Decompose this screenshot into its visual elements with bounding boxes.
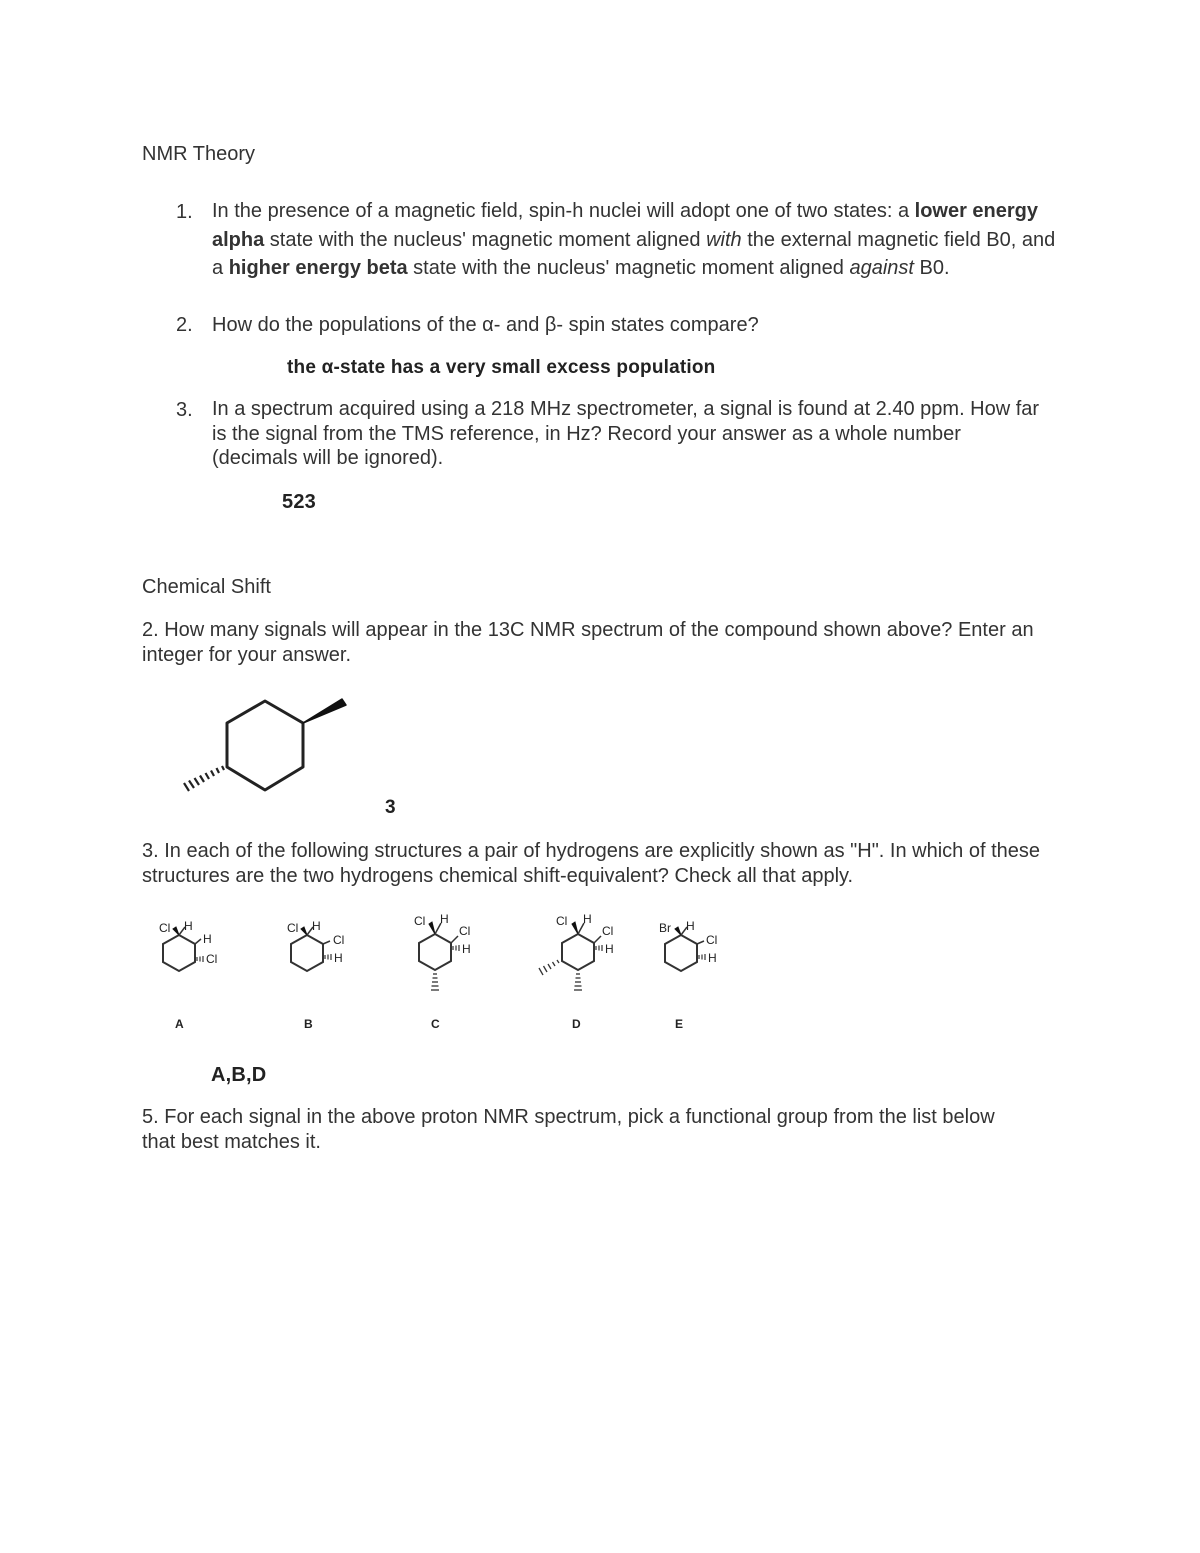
atom-label: Cl	[414, 914, 426, 928]
italic-term: with	[706, 228, 742, 251]
text-run: the external magnetic field B0, and a	[212, 228, 1056, 279]
text-run: B0.	[913, 257, 950, 279]
bold-term: higher energy beta	[228, 257, 408, 279]
structure-b	[287, 919, 344, 1031]
answer-2: the α-state has a very small excess population	[287, 357, 716, 378]
answer-q2: 3	[385, 797, 396, 818]
list-item-2-text: How do the populations of the α- and β- spin states compare?	[212, 314, 759, 336]
structure-c	[414, 912, 471, 1031]
list-item-3-text: In a spectrum acquired using a 218 MHz spectrometer, a signal is found at 2.40 ppm. How far is the signal from the TMS reference, in Hz? Record your answer as a whole number (decimals will be ignored).	[212, 398, 1040, 469]
atom-label: H	[462, 942, 471, 956]
atom-label: H	[184, 919, 193, 933]
dimethylcyclohexane-structure	[180, 690, 360, 810]
atom-label: H	[312, 919, 321, 933]
structure-label-c: C	[431, 1017, 440, 1031]
atom-label: Cl	[333, 933, 345, 947]
structure-label-e: E	[675, 1017, 684, 1031]
italic-term: against	[849, 257, 914, 279]
structure-d	[539, 912, 614, 1031]
atom-label: H	[203, 932, 212, 946]
atom-label: Cl	[206, 952, 218, 966]
structures-a-to-e	[150, 905, 750, 1040]
atom-label: Cl	[602, 924, 614, 938]
question-5-text: 5. For each signal in the above proton NMR spectrum, pick a functional group from the list below that best matches it.	[142, 1106, 995, 1153]
structure-e	[659, 919, 717, 1031]
section-title-chemical-shift: Chemical Shift	[142, 576, 271, 598]
text-run: state with the nucleus' magnetic moment aligned	[264, 228, 707, 251]
atom-label: H	[440, 912, 449, 926]
atom-label: H	[686, 919, 695, 933]
atom-label: Cl	[706, 933, 718, 947]
question-3-text: 3. In each of the following structures a pair of hydrogens are explicitly shown as "H". In which of these structures are the two hydrogens chemical shift-equivalent? Check all that apply.	[142, 840, 1040, 887]
atom-label: H	[583, 912, 592, 926]
structure-label-b: B	[304, 1017, 313, 1031]
answer-q3: A,B,D	[211, 1064, 267, 1086]
section-title-nmr-theory: NMR Theory	[142, 143, 255, 165]
list-item-1-text	[212, 197, 1062, 283]
atom-label: Cl	[159, 921, 171, 935]
text-run: state with the nucleus' magnetic moment aligned	[407, 257, 850, 279]
atom-label: H	[605, 942, 614, 956]
bold-term: lower energy alpha	[212, 200, 1039, 251]
structure-label-d: D	[572, 1017, 581, 1031]
atom-label: Cl	[459, 924, 471, 938]
list-number-3: 3.	[176, 399, 193, 421]
structure-label-a: A	[175, 1017, 184, 1031]
atom-label: Cl	[287, 921, 299, 935]
text-run: In the presence of a magnetic field, spin-h nuclei will adopt one of two states: a	[212, 200, 915, 222]
atom-label: H	[334, 951, 343, 965]
answer-3: 523	[282, 491, 316, 513]
list-number-1: 1.	[176, 201, 193, 223]
atom-label: H	[708, 951, 717, 965]
question-2-text: 2. How many signals will appear in the 13C NMR spectrum of the compound shown above? Enter an integer for your answer.	[142, 619, 1034, 666]
atom-label: Br	[659, 921, 671, 935]
structure-a	[159, 919, 217, 1031]
atom-label: Cl	[556, 914, 568, 928]
list-number-2: 2.	[176, 314, 193, 336]
